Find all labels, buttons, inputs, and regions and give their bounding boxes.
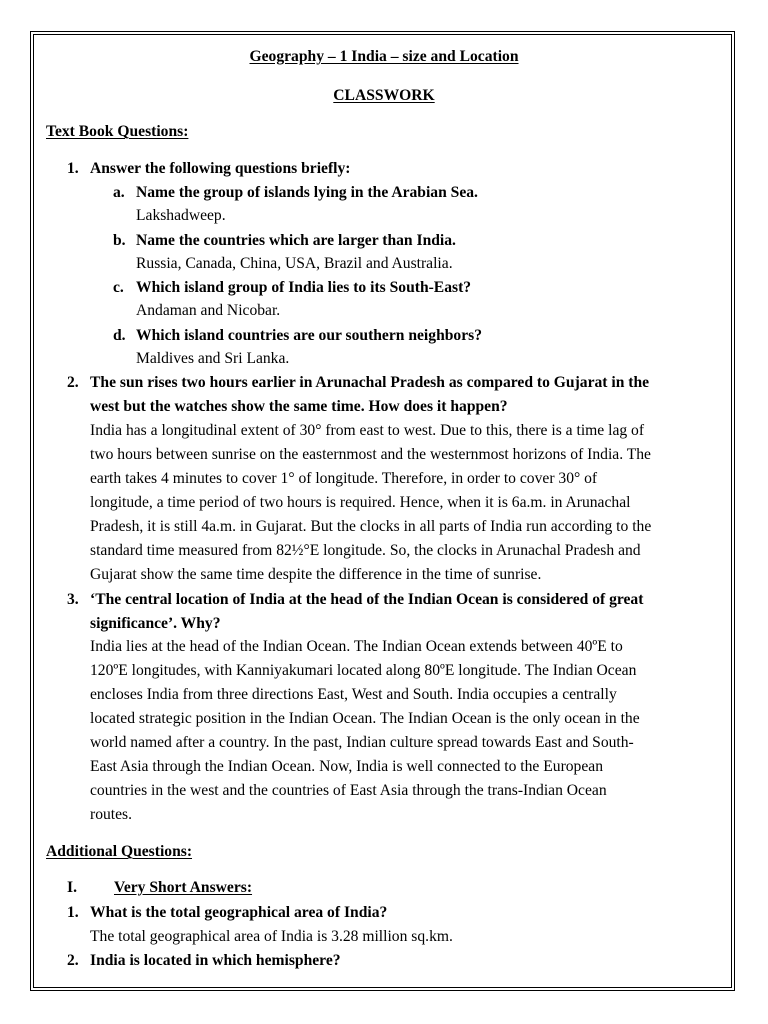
aq2-number: 2. [67,952,79,969]
q2-question-line-2: west but the watches show the same time. How does it happen? [90,398,508,415]
q1c-question: Which island group of India lies to its South-East? [136,279,472,296]
q1a-question: Name the group of islands lying in the Arabian Sea. [136,184,478,201]
q1a-letter: a. [113,184,125,201]
q2-answer-line: longitude, a time period of two hours is required. Hence, when it is 6a.m. in Arunachal [90,494,631,511]
q2-answer-line: earth takes 4 minutes to cover 1° of longitude. Therefore, in order to cover 30° of [90,470,598,487]
page-title: Geography – 1 India – size and Location [249,48,519,65]
q3-question-line-1: ‘The central location of India at the head of the Indian Ocean is considered of great [90,591,644,608]
q2-answer-line: Gujarat show the same time despite the difference in the time of sunrise. [90,566,542,583]
q1b-letter: b. [113,232,126,249]
q2-answer-line: two hours between sunrise on the easternmost and the westernmost horizons of India. The [90,446,651,463]
section-i-label: Very Short Answers: [114,879,253,896]
aq1-answer: The total geographical area of India is 3.28 million sq.km. [90,928,453,945]
q3-answer-line: located strategic position in the Indian Ocean. The Indian Ocean is the only ocean in the [90,710,640,727]
q1b-answer: Russia, Canada, China, USA, Brazil and Australia. [136,255,453,272]
q3-number: 3. [67,591,79,608]
q3-answer-line: world named after a country. In the past, Indian culture spread towards East and South- [90,734,634,751]
q1-text: Answer the following questions briefly: [90,160,351,177]
q2-answer-line: India has a longitudinal extent of 30° from east to west. Due to this, there is a time lag of [90,422,645,439]
q3-answer-line: encloses India from three directions East, West and South. India occupies a centrally [90,686,617,703]
q1c-letter: c. [113,279,124,296]
q3-answer-line: routes. [90,806,133,823]
page-subtitle: CLASSWORK [333,87,435,104]
q2-question-line-1: The sun rises two hours earlier in Arunachal Pradesh as compared to Gujarat in the [90,374,650,391]
q1d-question: Which island countries are our southern neighbors? [136,327,482,344]
q2-answer-line: Pradesh, it is still 4a.m. in Gujarat. But the clocks in all parts of India run according to the [90,518,652,535]
q1d-letter: d. [113,327,126,344]
textbook-heading: Text Book Questions: [46,123,189,140]
q3-answer-line: East Asia through the Indian Ocean. Now, India is well connected to the European [90,758,603,775]
q1a-answer: Lakshadweep. [136,207,226,224]
q3-answer-line: countries in the west and the countries of East Asia through the trans-Indian Ocean [90,782,607,799]
q1b-question: Name the countries which are larger than India. [136,232,456,249]
q1c-answer: Andaman and Nicobar. [136,302,281,319]
q3-answer-line: India lies at the head of the Indian Ocean. The Indian Ocean extends between 40ºE to [90,638,623,655]
section-i-numeral: I. [67,879,77,896]
q1-number: 1. [67,160,79,177]
aq2-question: India is located in which hemisphere? [90,952,341,969]
q2-answer-line: standard time measured from 82½°E longitude. So, the clocks in Arunachal Pradesh and [90,542,641,559]
q2-number: 2. [67,374,79,391]
additional-heading: Additional Questions: [46,843,193,860]
aq1-number: 1. [67,904,79,921]
q1d-answer: Maldives and Sri Lanka. [136,350,290,367]
q3-question-line-2: significance’. Why? [90,615,221,632]
aq1-question: What is the total geographical area of India? [90,904,388,921]
q3-answer-line: 120ºE longitudes, with Kanniyakumari located along 80ºE longitude. The Indian Ocean [90,662,637,679]
